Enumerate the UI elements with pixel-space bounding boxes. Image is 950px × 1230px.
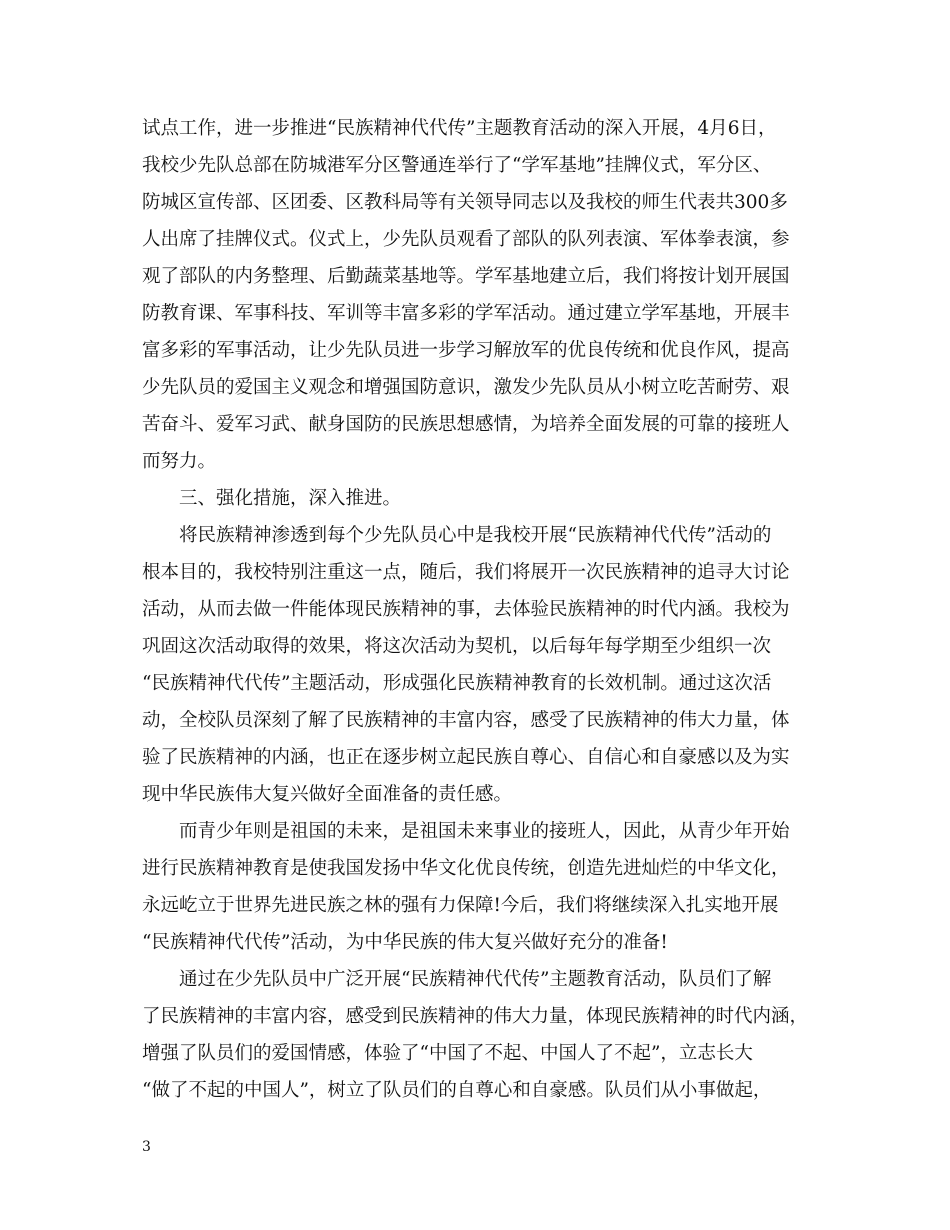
text-line: “民族精神代代传”主题活动，形成强化民族精神教育的长效机制。通过这次活 bbox=[142, 673, 772, 694]
text-line: 根本目的，我校特别注重这一点，随后，我们将展开一次民族精神的追寻大讨论 bbox=[142, 562, 790, 583]
text-line: 将民族精神渗透到每个少先队员心中是我校开展“民族精神代代传”活动的 bbox=[179, 525, 772, 546]
text-line: 富多彩的军事活动，让少先队员进一步学习解放军的优良传统和优良作风，提高 bbox=[142, 340, 790, 361]
text-line: 进行民族精神教育是使我国发扬中华文化优良传统，创造先进灿烂的中华文化， bbox=[142, 858, 790, 879]
text-line: 而青少年则是祖国的未来，是祖国未来事业的接班人，因此，从青少年开始 bbox=[179, 821, 790, 842]
text-line: 现中华民族伟大复兴做好全面准备的责任感。 bbox=[142, 784, 513, 805]
text-line: 防城区宣传部、区团委、区教科局等有关领导同志以及我校的师生代表共300多 bbox=[142, 192, 788, 213]
text-line: 巩固这次活动取得的效果，将这次活动为契机，以后每年每学期至少组织一次 bbox=[142, 636, 772, 657]
text-line: 观了部队的内务整理、后勤蔬菜基地等。学军基地建立后，我们将按计划开展国 bbox=[142, 266, 790, 287]
text-line: 我校少先队总部在防城港军分区警通连举行了“学军基地”挂牌仪式，军分区、 bbox=[142, 155, 772, 176]
text-line: 活动，从而去做一件能体现民族精神的事，去体验民族精神的时代内涵。我校为 bbox=[142, 599, 790, 620]
document-body bbox=[142, 110, 812, 1109]
text-line: “民族精神代代传”活动，为中华民族的伟大复兴做好充分的准备! bbox=[142, 932, 668, 953]
text-line: “做了不起的中国人”，树立了队员们的自尊心和自豪感。队员们从小事做起， bbox=[142, 1080, 772, 1101]
text-line: 永远屹立于世界先进民族之林的强有力保障!今后，我们将继续深入扎实地开展 bbox=[142, 895, 779, 916]
text-line: 增强了队员们的爱国情感，体验了“中国了不起、中国人了不起”，立志长大 bbox=[142, 1043, 753, 1064]
text-line: 了民族精神的丰富内容，感受到民族精神的伟大力量，体现民族精神的时代内涵， bbox=[142, 1006, 809, 1027]
page-number: 3 bbox=[142, 1139, 151, 1155]
text-line: 动，全校队员深刻了解了民族精神的丰富内容，感受了民族精神的伟大力量，体 bbox=[142, 710, 790, 731]
text-line: 少先队员的爱国主义观念和增强国防意识，激发少先队员从小树立吃苦耐劳、艰 bbox=[142, 377, 790, 398]
text-line: 而努力。 bbox=[142, 451, 217, 472]
text-line: 通过在少先队员中广泛开展“民族精神代代传”主题教育活动，队员们了解 bbox=[179, 969, 772, 990]
text-line: 三、强化措施，深入推进。 bbox=[179, 488, 402, 509]
text-line: 试点工作，进一步推进“民族精神代代传”主题教育活动的深入开展，4月6日， bbox=[142, 118, 777, 139]
text-line: 验了民族精神的内涵，也正在逐步树立起民族自尊心、自信心和自豪感以及为实 bbox=[142, 747, 790, 768]
text-line: 人出席了挂牌仪式。仪式上，少先队员观看了部队的队列表演、军体拳表演，参 bbox=[142, 229, 790, 250]
text-line: 苦奋斗、爱军习武、献身国防的民族思想感情，为培养全面发展的可靠的接班人 bbox=[142, 414, 790, 435]
text-line: 防教育课、军事科技、军训等丰富多彩的学军活动。通过建立学军基地，开展丰 bbox=[142, 303, 790, 324]
